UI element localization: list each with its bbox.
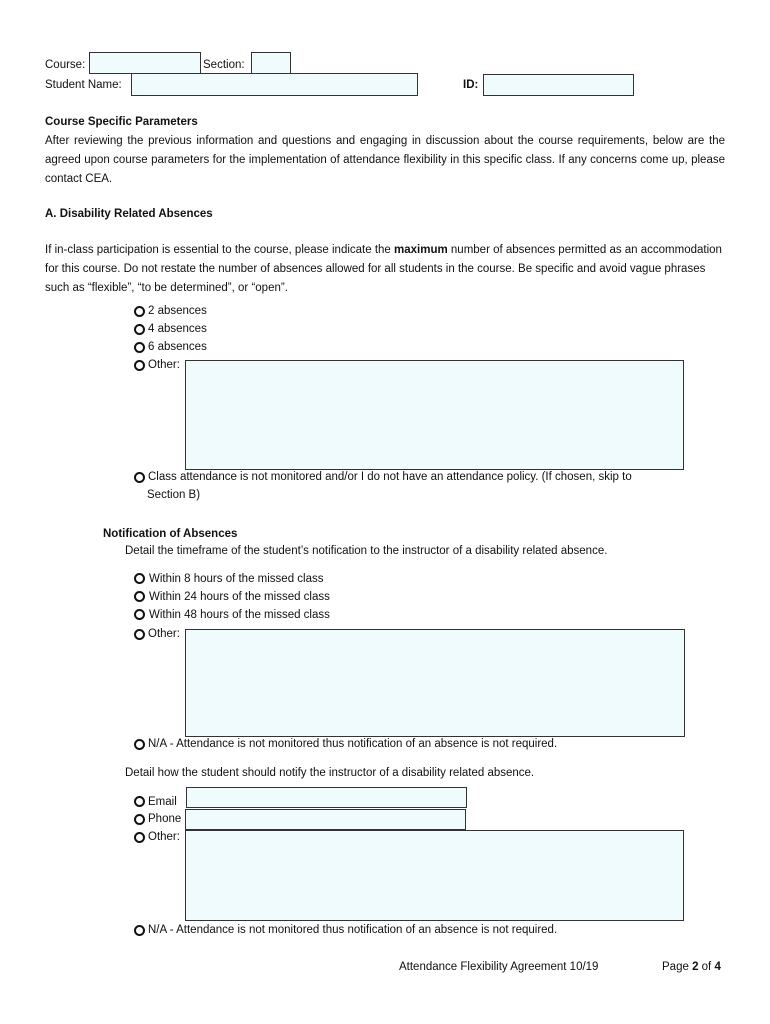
na-timeframe-text: N/A - Attendance is not monitored thus notification of an absence is not required. — [148, 738, 558, 750]
option-6-absences: 6 absences — [148, 341, 207, 353]
option-other-method: Other: — [148, 831, 180, 843]
radio-no-policy[interactable] — [134, 472, 145, 483]
option-other-timeframe: Other: — [148, 628, 180, 640]
footer-title: Attendance Flexibility Agreement 10/19 — [399, 961, 599, 973]
intro-bold: maximum — [394, 244, 448, 256]
page-indicator — [662, 961, 721, 973]
option-phone: Phone — [148, 813, 182, 825]
option-other-absences: Other: — [148, 359, 180, 371]
option-email: Email — [148, 796, 177, 808]
id-field[interactable] — [483, 74, 634, 96]
radio-48-hours[interactable] — [134, 609, 145, 620]
radio-email[interactable] — [134, 796, 145, 807]
radio-24-hours[interactable] — [134, 591, 145, 602]
course-field[interactable] — [89, 52, 201, 74]
option-8-hours: Within 8 hours of the missed class — [149, 573, 324, 585]
no-policy-line2: Section B) — [147, 489, 201, 501]
radio-na-timeframe[interactable] — [134, 739, 145, 750]
section-a-heading: A. Disability Related Absences — [45, 208, 213, 220]
student-name-field[interactable] — [131, 73, 418, 96]
option-2-absences: 2 absences — [148, 305, 207, 317]
intro-post: number of absences permitted as an accommodation for this course. Do not restate the number of absences allowed for all students in the course. Be specific and avoid vague phrases such as “flexible”, “to be determined”, or “open”. — [45, 244, 722, 294]
section-a-intro — [45, 241, 725, 298]
other-absences-textarea[interactable] — [185, 360, 684, 470]
page-mid: of — [698, 961, 715, 973]
params-text: After reviewing the previous information and questions and engaging in discussion about the course requirements, below are the agreed upon course parameters for the implementation of attendance flexibility in this specific class. If any concerns come up, please contact CEA. — [45, 135, 725, 185]
radio-na-method[interactable] — [134, 925, 145, 936]
course-label: Course: — [45, 59, 86, 71]
other-method-textarea[interactable] — [185, 830, 684, 921]
radio-2-absences[interactable] — [134, 306, 145, 317]
section-field[interactable] — [251, 52, 291, 74]
radio-other-method[interactable] — [134, 832, 145, 843]
radio-other-timeframe[interactable] — [134, 629, 145, 640]
method-prompt: Detail how the student should notify the instructor of a disability related absence. — [125, 767, 535, 779]
page-number: 2 — [692, 961, 699, 973]
page-prefix: Page — [662, 961, 693, 973]
na-method-text: N/A - Attendance is not monitored thus notification of an absence is not required. — [148, 924, 558, 936]
no-policy-line1: Class attendance is not monitored and/or I do not have an attendance policy. (If chosen, skip to — [148, 471, 632, 483]
option-48-hours: Within 48 hours of the missed class — [149, 609, 330, 621]
other-timeframe-textarea[interactable] — [185, 629, 685, 737]
radio-phone[interactable] — [134, 814, 145, 825]
section-label: Section: — [203, 59, 245, 71]
page-total: 4 — [714, 961, 721, 973]
intro-pre: If in-class participation is essential to the course, please indicate the — [45, 244, 395, 256]
option-24-hours: Within 24 hours of the missed class — [149, 591, 330, 603]
radio-6-absences[interactable] — [134, 342, 145, 353]
radio-8-hours[interactable] — [134, 573, 145, 584]
radio-4-absences[interactable] — [134, 324, 145, 335]
option-4-absences: 4 absences — [148, 323, 207, 335]
timeframe-prompt: Detail the timeframe of the student’s notification to the instructor of a disability related absence. — [125, 545, 608, 557]
params-heading: Course Specific Parameters — [45, 116, 198, 128]
id-label: ID: — [463, 79, 479, 91]
radio-other-absences[interactable] — [134, 360, 145, 371]
phone-field[interactable] — [185, 809, 466, 830]
email-field[interactable] — [186, 787, 467, 808]
student-name-label: Student Name: — [45, 79, 122, 91]
notification-heading: Notification of Absences — [103, 528, 238, 540]
